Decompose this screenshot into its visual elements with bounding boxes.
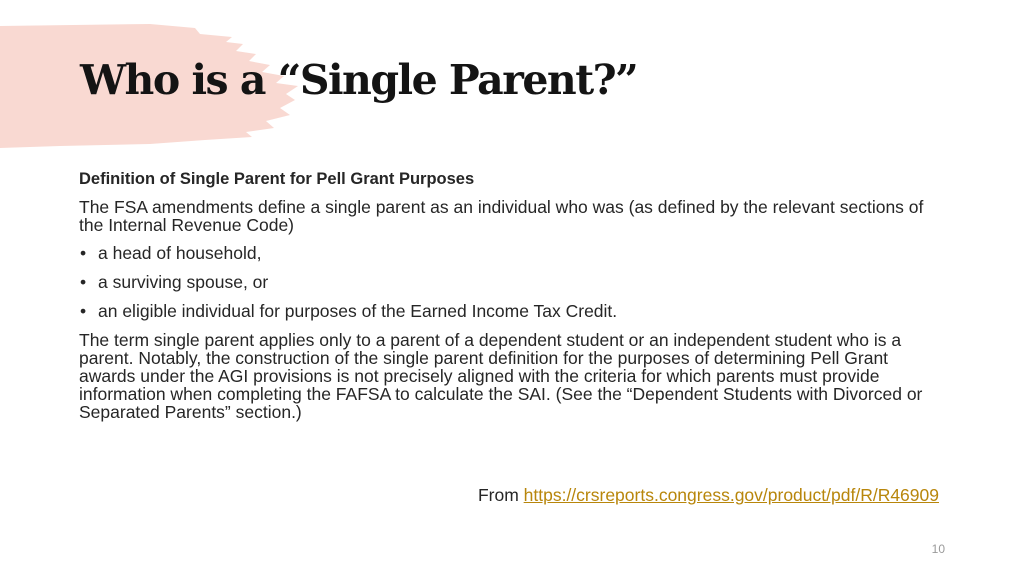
bullet-icon: • [80, 301, 87, 321]
list-item-text: an eligible individual for purposes of the Earned Income Tax Credit. [98, 301, 618, 321]
list-item [79, 244, 939, 262]
explanation-paragraph: The term single parent applies only to a parent of a dependent student or an independent student who is a parent. Notably, the construction of the single parent definition for the purposes of determining Pell Grant awards under the AGI provisions is not precisely aligned with the criteria for which parents must provide information when completing the FAFSA to calculate the SAI. (See the “Dependent Students with Divorced or Separated Parents” section.) [79, 330, 923, 422]
source-prefix: From [477, 485, 519, 505]
definition-heading: Definition of Single Parent for Pell Grant Purposes [79, 170, 475, 188]
source-link[interactable]: https://crsreports.congress.gov/product/pdf/R/R46909 [523, 485, 939, 505]
list-item-text: a head of household, [98, 243, 262, 263]
intro-paragraph: The FSA amendments define a single parent as an individual who was (as defined by the relevant sections of the Internal Revenue Code) [79, 197, 924, 235]
list-item-text: a surviving spouse, or [98, 272, 269, 292]
slide-title: Who is a “Single Parent?” [80, 56, 638, 104]
page-number: 10 [931, 542, 945, 556]
list-item [79, 273, 939, 291]
list-item [79, 302, 939, 320]
source-citation [478, 485, 939, 506]
bullet-icon: • [80, 243, 87, 263]
slide-content [79, 170, 939, 421]
bullet-icon: • [80, 272, 87, 292]
criteria-list [79, 244, 939, 320]
